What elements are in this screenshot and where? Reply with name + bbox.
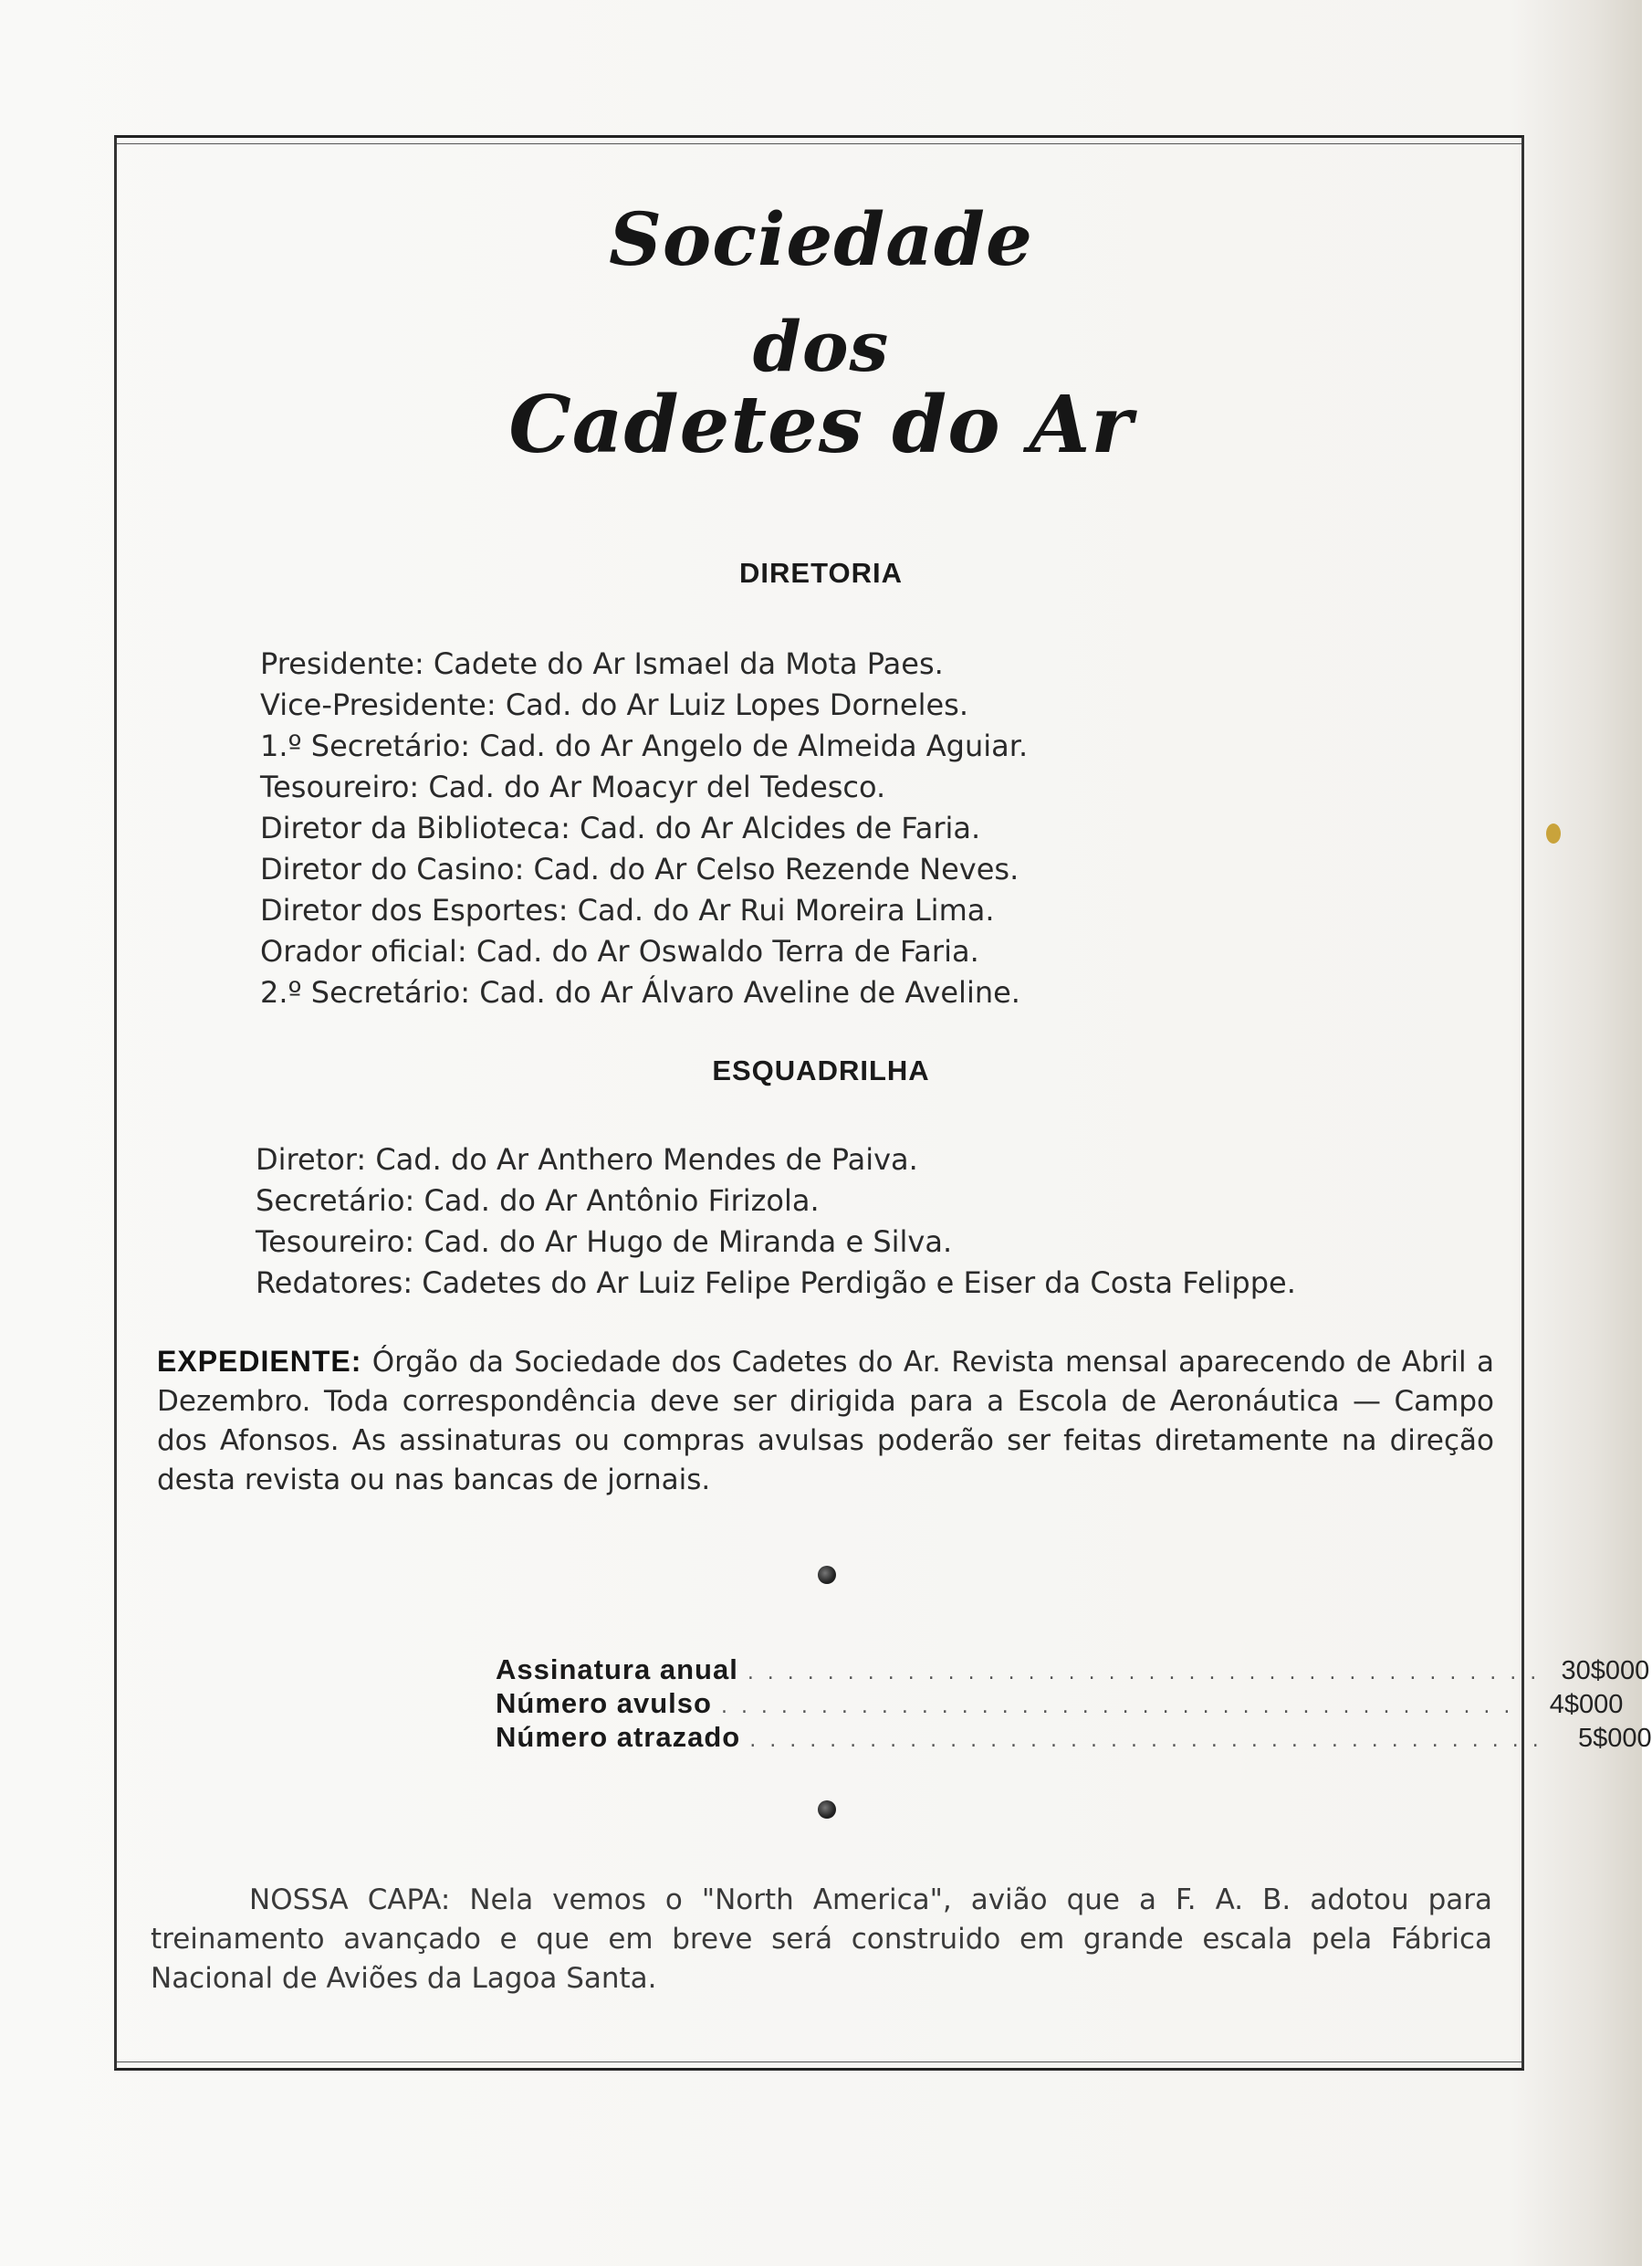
diretoria-item: 2.º Secretário: Cad. do Ar Álvaro Aveline de Aveline. — [260, 975, 1020, 1010]
price-value: 4$000 — [1549, 1690, 1624, 1719]
price-list — [496, 1652, 1652, 1754]
diretoria-item: Presidente: Cadete do Ar Ismael da Mota Paes. — [260, 646, 944, 681]
expediente-paragraph — [157, 1342, 1494, 1500]
esquadrilha-item: Redatores: Cadetes do Ar Luiz Felipe Perdigão e Eiser da Costa Felippe. — [256, 1265, 1296, 1300]
esquadrilha-item: Secretário: Cad. do Ar Antônio Firizola. — [256, 1183, 820, 1218]
diretoria-item: 1.º Secretário: Cad. do Ar Angelo de Almeida Aguiar. — [260, 729, 1029, 763]
diretoria-list — [260, 644, 1028, 1013]
esquadrilha-item: Tesoureiro: Cad. do Ar Hugo de Miranda e Silva. — [256, 1224, 953, 1259]
bullet-separator — [818, 1800, 836, 1819]
leader-dots: . . . . . . . . . . . . . . . . . . . . . . . . . . . . . . . . . . . . . . . . — [749, 1729, 1542, 1752]
diretoria-item: Diretor do Casino: Cad. do Ar Celso Rezende Neves. — [260, 852, 1019, 886]
title-line-1: Sociedade — [609, 196, 1033, 282]
diretoria-item: Diretor dos Esportes: Cad. do Ar Rui Moreira Lima. — [260, 893, 995, 928]
nossa-capa-paragraph: NOSSA CAPA: Nela vemos o "North America", avião que a F. A. B. adotou para treinamento avançado e que em breve será construido em grande escala pela Fábrica Nacional de Aviões da Lagoa Santa. — [151, 1883, 1492, 1995]
title-line-3: Cadetes do Ar — [508, 379, 1134, 471]
diretoria-item: Orador oficial: Cad. do Ar Oswaldo Terra de Faria. — [260, 934, 979, 969]
diretoria-item: Tesoureiro: Cad. do Ar Moacyr del Tedesco. — [260, 770, 886, 804]
bullet-separator — [818, 1566, 836, 1584]
price-row — [496, 1652, 1650, 1686]
expediente-label: EXPEDIENTE: — [157, 1345, 362, 1378]
diretoria-heading: DIRETORIA — [739, 557, 903, 589]
price-label: Número atrazado — [496, 1721, 741, 1753]
title-line-2: dos — [752, 306, 890, 387]
leader-dots: . . . . . . . . . . . . . . . . . . . . . . . . . . . . . . . . . . . . . . . . — [720, 1695, 1514, 1718]
diretoria-item: Diretor da Biblioteca: Cad. do Ar Alcides de Faria. — [260, 811, 981, 845]
esquadrilha-heading: ESQUADRILHA — [712, 1054, 930, 1086]
paper-stain — [1546, 824, 1561, 844]
price-value: 30$000 — [1561, 1656, 1650, 1685]
price-row — [496, 1720, 1652, 1754]
expediente-text: Órgão da Sociedade dos Cadetes do Ar. Revista mensal aparecendo de Abril a Dezembro. Toda correspondência deve ser dirigida para a Escola de Aeronáutica — Campo dos Afonsos. As assinaturas ou compras avulsas poderão ser feitas diretamente na direção desta revista ou nas bancas de jornais. — [157, 1346, 1494, 1496]
price-row — [496, 1686, 1624, 1720]
esquadrilha-item: Diretor: Cad. do Ar Anthero Mendes de Paiva. — [256, 1142, 918, 1177]
esquadrilha-list — [256, 1139, 1296, 1304]
price-label: Número avulso — [496, 1687, 712, 1719]
diretoria-item: Vice-Presidente: Cad. do Ar Luiz Lopes Dorneles. — [260, 687, 968, 722]
price-value: 5$000 — [1578, 1724, 1652, 1753]
price-label: Assinatura anual — [496, 1653, 738, 1685]
leader-dots: . . . . . . . . . . . . . . . . . . . . . . . . . . . . . . . . . . . . . . . . — [747, 1662, 1541, 1684]
